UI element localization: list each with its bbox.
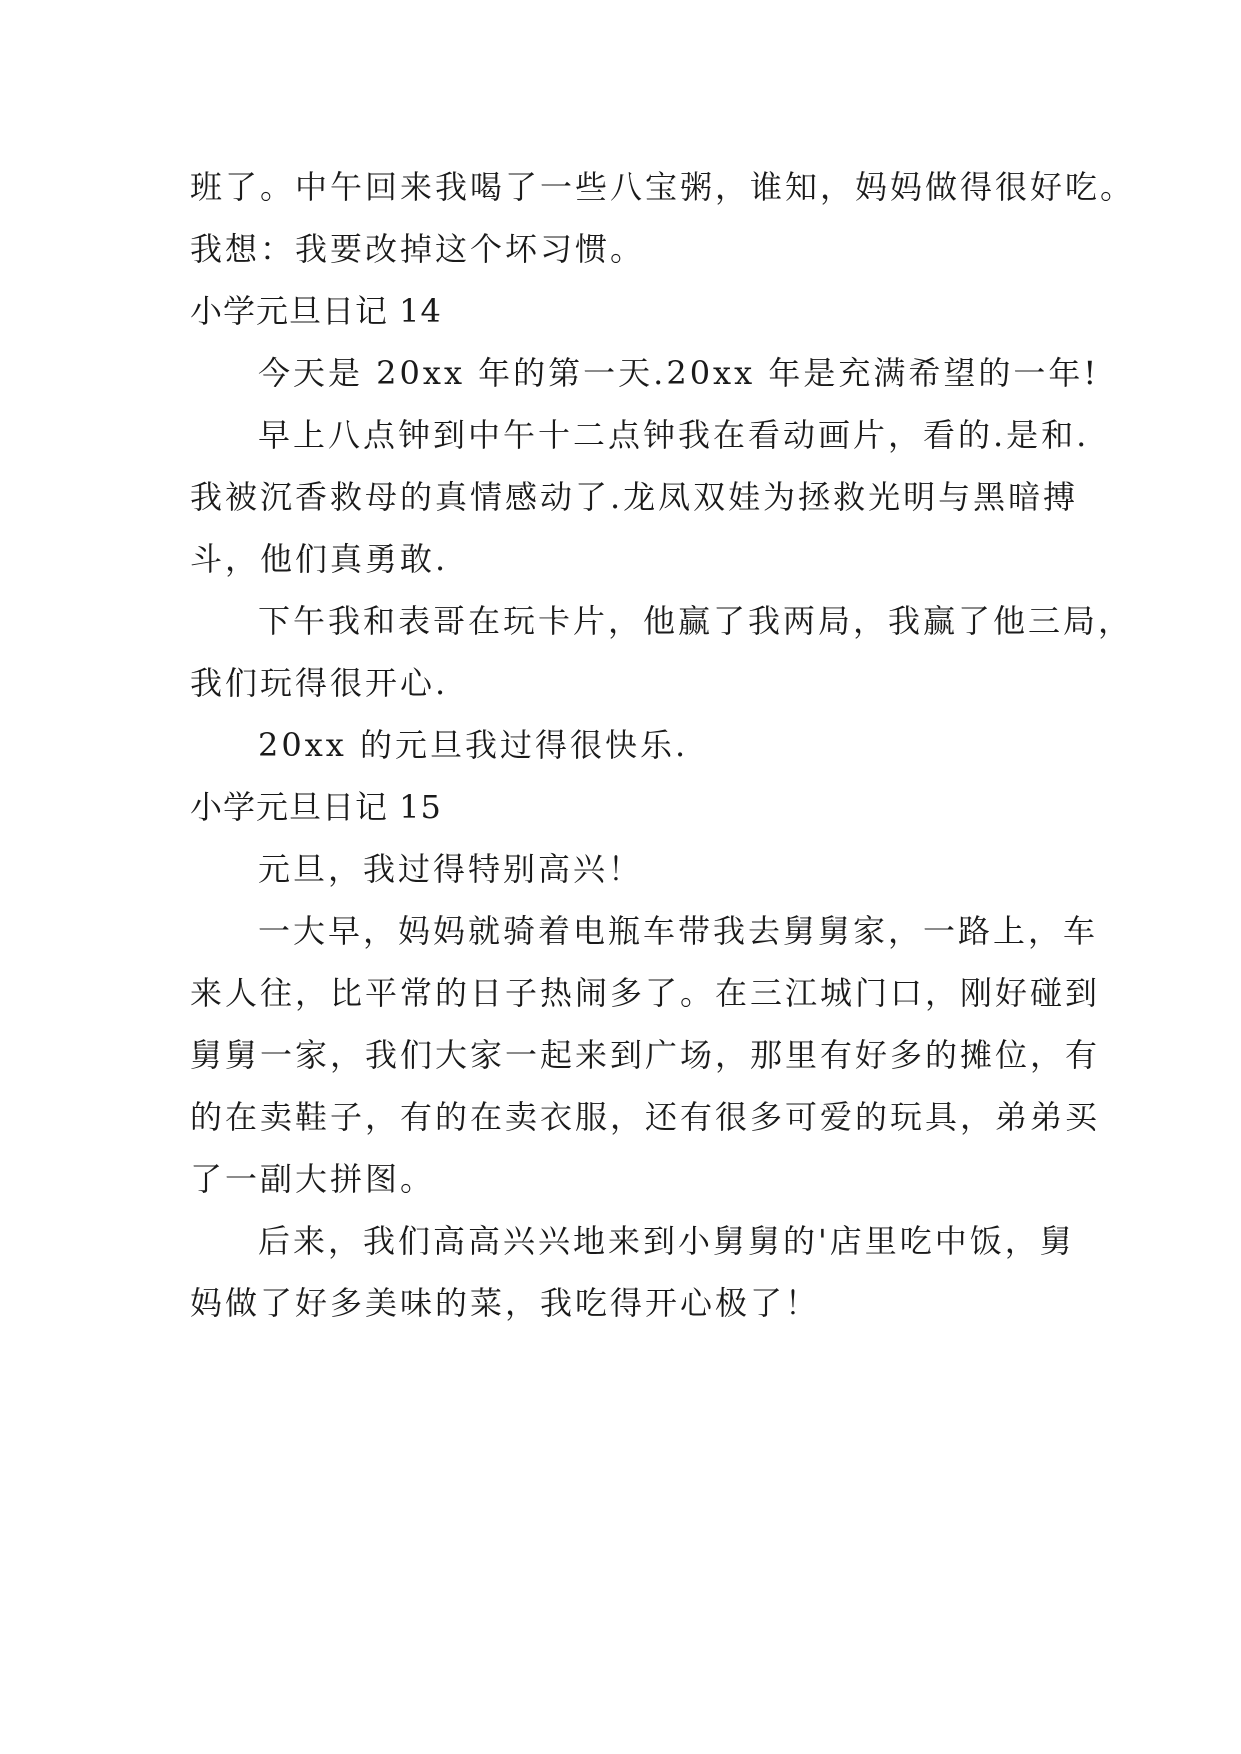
- paragraph-line: 今天是 20xx 年的第一天.20xx 年是充满希望的一年!: [258, 354, 1100, 392]
- paragraph-line: 元旦，我过得特别高兴！: [258, 850, 644, 888]
- paragraph-line: 我被沉香救母的真情感动了.龙凤双娃为拯救光明与黑暗搏: [190, 478, 1079, 516]
- paragraph-line: 20xx 的元旦我过得很快乐.: [258, 726, 689, 764]
- section-heading: 小学元旦日记 14: [190, 292, 442, 330]
- paragraph-line: 一大早，妈妈就骑着电瓶车带我去舅舅家，一路上，车: [258, 912, 1099, 950]
- paragraph-line: 来人往，比平常的日子热闹多了。在三江城门口，刚好碰到: [190, 974, 1101, 1012]
- document-body: [190, 156, 1136, 1334]
- paragraph-line: 我们玩得很开心.: [190, 664, 449, 702]
- paragraph-line: 我想：我要改掉这个坏习惯。: [190, 230, 646, 268]
- paragraph-line: 斗，他们真勇敢.: [190, 540, 449, 578]
- paragraph-line: 后来，我们高高兴兴地来到小舅舅的'店里吃中饭，舅: [258, 1222, 1075, 1260]
- paragraph-line: 了一副大拼图。: [190, 1160, 436, 1198]
- paragraph-line: 下午我和表哥在玩卡片，他赢了我两局，我赢了他三局，: [258, 602, 1134, 640]
- section-heading: 小学元旦日记 15: [190, 788, 442, 826]
- paragraph-line: 妈做了好多美味的菜，我吃得开心极了！: [190, 1284, 821, 1322]
- paragraph-line: 班了。中午回来我喝了一些八宝粥，谁知，妈妈做得很好吃。: [190, 168, 1136, 206]
- paragraph-line: 早上八点钟到中午十二点钟我在看动画片，看的.是和.: [258, 416, 1090, 454]
- paragraph-line: 的在卖鞋子，有的在卖衣服，还有很多可爱的玩具，弟弟买: [190, 1098, 1101, 1136]
- paragraph-line: 舅舅一家，我们大家一起来到广场，那里有好多的摊位，有: [190, 1036, 1101, 1074]
